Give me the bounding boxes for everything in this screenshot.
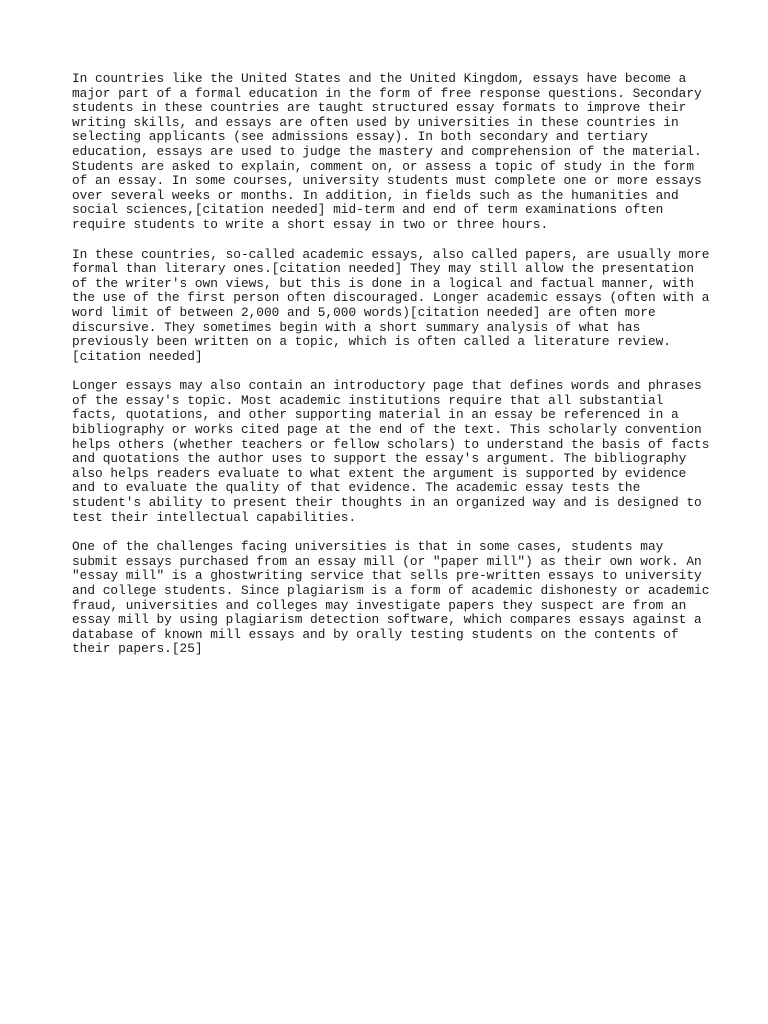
paragraph-academic-essays-papers: In these countries, so-called academic essays, also called papers, are usually more formal than literary ones.[citation needed] They may still allow the presentation of the writer's own views, but this is done in a logical and factual manner, with the use of the first person often discouraged. Longer academic essays (often with a word limit of between 2,000 and 5,000 words)[citation needed] are often more discursive. They sometimes begin with a short summary analysis of what has previously been written on a topic, which is often called a literature review. [citation needed]	[72, 246, 710, 364]
paragraph-academic-essays-education: In countries like the United States and the United Kingdom, essays have become a major part of a formal education in the form of free response questions. Secondary students in these countries are taught structured essay formats to improve their writing skills, and essays are often used by universities in these countries in selecting applicants (see admissions essay). In both secondary and tertiary education, essays are used to judge the mastery and comprehension of the material. Students are asked to explain, comment on, or assess a topic of study in the form of an essay. In some courses, university students must complete one or more essays over several weeks or months. In addition, in fields such as the humanities and social sciences,[citation needed] mid-term and end of term examinations often require students to write a short essay in two or three hours.	[72, 71, 702, 232]
document-page	[72, 72, 712, 657]
paragraph-longer-essays: Longer essays may also contain an introductory page that defines words and phrases of the essay's topic. Most academic institutions require that all substantial facts, quotations, and other supporting material in an essay be referenced in a bibliography or works cited page at the end of the text. This scholarly convention helps others (whether teachers or fellow scholars) to understand the basis of facts and quotations the author uses to support the essay's argument. The bibliography also helps readers evaluate to what extent the argument is supported by evidence and to evaluate the quality of that evidence. The academic essay tests the student's ability to present their thoughts in an organized way and is designed to test their intellectual capabilities.	[72, 378, 710, 525]
paragraph-essay-mills: One of the challenges facing universities is that in some cases, students may submit essays purchased from an essay mill (or "paper mill") as their own work. An "essay mill" is a ghostwriting service that sells pre-written essays to university and college students. Since plagiarism is a form of academic dishonesty or academic fraud, universities and colleges may investigate papers they suspect are from an essay mill by using plagiarism detection software, which compares essays against a database of known mill essays and by orally testing students on the contents of their papers.[25]	[72, 539, 710, 657]
